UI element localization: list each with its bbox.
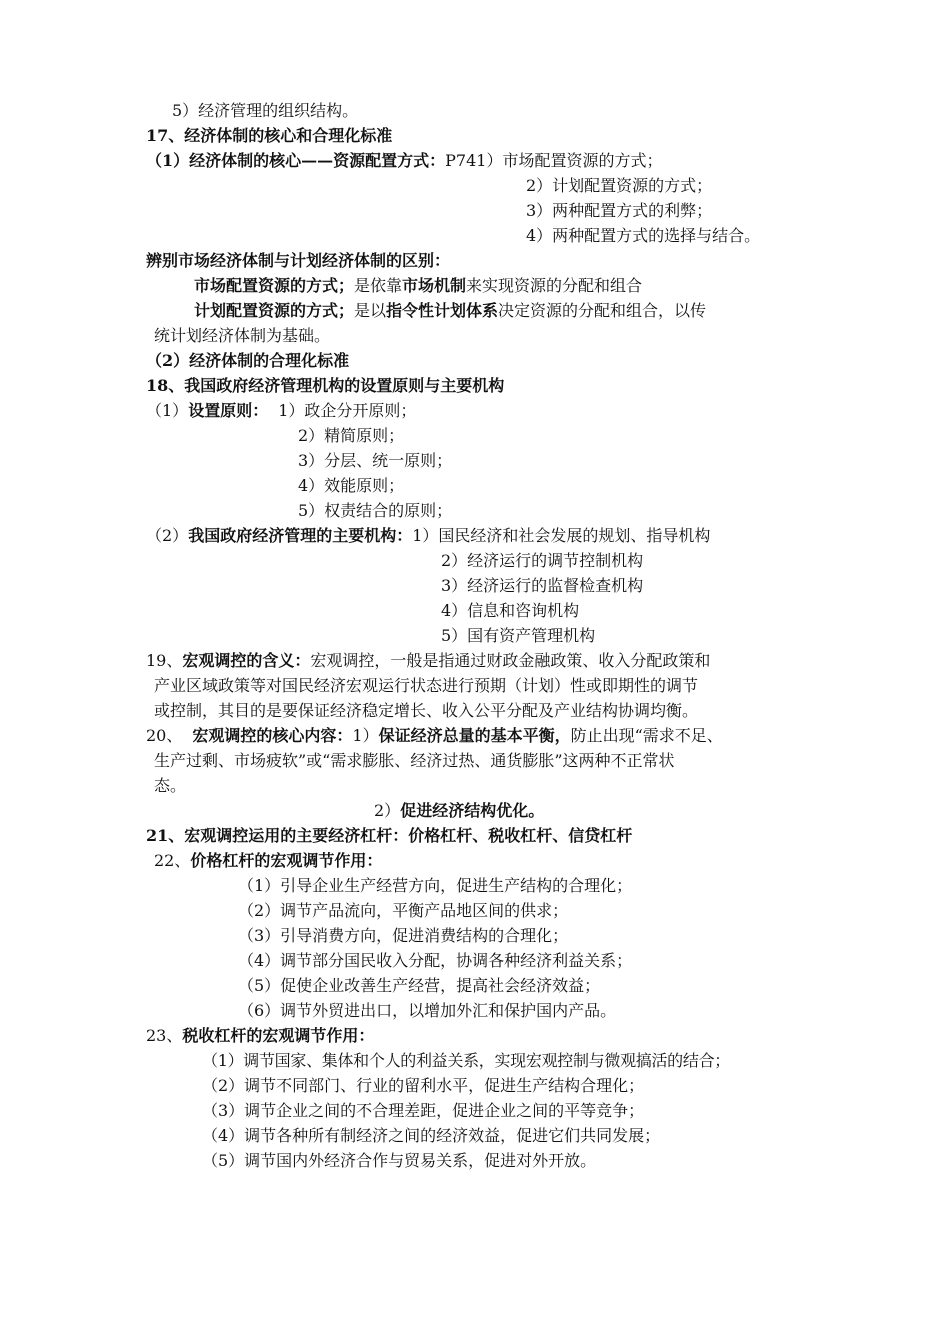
- list-item: 3）经济运行的监督检查机构: [441, 576, 644, 595]
- bold-phrase: 保证经济总量的基本平衡，: [378, 726, 571, 745]
- text-span: （2）: [146, 526, 189, 545]
- list-item: 2）精简原则；: [298, 426, 405, 445]
- list-item: （3）调节企业之间的不合理差距，促进企业之间的平等竞争；: [202, 1101, 645, 1120]
- list-item: （6）调节外贸进出口，以增加外汇和保护国内产品。: [238, 1001, 617, 1020]
- list-item: 2）经济运行的调节控制机构: [441, 551, 644, 570]
- text-line: 5）经济管理的组织结构。: [172, 101, 359, 120]
- text-span: 2）: [374, 801, 401, 820]
- bold-phrase: 我国政府经济管理的主要机构：: [188, 526, 413, 545]
- list-item: 5）权责结合的原则；: [298, 501, 453, 520]
- text-span: 20、: [146, 726, 183, 745]
- text-span: 1）国民经济和社会发展的规划、指导机构: [412, 526, 711, 545]
- text-line: [194, 301, 706, 321]
- text-span: 是依靠: [354, 276, 403, 295]
- text-line: [374, 801, 544, 821]
- list-item: 3）两种配置方式的利弊；: [526, 201, 713, 220]
- subheading: 辨别市场经济体制与计划经济体制的区别：: [146, 251, 451, 270]
- bold-phrase: 指令性计划体系: [386, 301, 499, 320]
- list-item: （5）促使企业改善生产经营，提高社会经济效益；: [238, 976, 601, 995]
- text-line: [146, 651, 710, 671]
- list-item: （4）调节各种所有制经济之间的经济效益，促进它们共同发展；: [202, 1126, 661, 1145]
- text-line: 生产过剩、市场疲软”或“需求膨胀、经济过热、通货膨胀”这两种不正常状: [154, 751, 675, 770]
- bold-phrase: 宏观调控的核心内容：: [192, 726, 353, 745]
- text-span: 决定资源的分配和组合，以传: [498, 301, 707, 320]
- text-line: [146, 1026, 374, 1046]
- list-item: 3）分层、统一原则；: [298, 451, 453, 470]
- text-span: 宏观调控，一般是指通过财政金融政策、收入分配政策和: [310, 651, 711, 670]
- text-line: [146, 401, 416, 421]
- bold-phrase: 价格杠杆的宏观调节作用：: [190, 851, 383, 870]
- bold-phrase: 市场配置资源的方式；: [194, 276, 355, 295]
- list-item: （3）引导消费方向，促进消费结构的合理化；: [238, 926, 569, 945]
- text-line: 或控制，其目的是要保证经济稳定增长、收入公平分配及产业结构协调均衡。: [154, 701, 699, 720]
- text-line: 产业区域政策等对国民经济宏观运行状态进行预期（计划）性或即期性的调节: [154, 676, 699, 695]
- list-item: （2）调节不同部门、行业的留利水平，促进生产结构合理化；: [202, 1076, 645, 1095]
- section-heading-17: 17、经济体制的核心和合理化标准: [146, 126, 393, 145]
- text-line: [146, 726, 723, 746]
- list-item: 4）效能原则；: [298, 476, 405, 495]
- list-item: 2）计划配置资源的方式；: [526, 176, 713, 195]
- bold-phrase: 促进经济结构优化。: [400, 801, 545, 820]
- text-span: 19、: [146, 651, 183, 670]
- subheading: （2）经济体制的合理化标准: [146, 351, 350, 370]
- bold-phrase: 税收杠杆的宏观调节作用：: [182, 1026, 375, 1045]
- section-heading-21: 21、宏观调控运用的主要经济杠杆：价格杠杆、税收杠杆、信贷杠杆: [146, 826, 633, 845]
- list-item: （2）调节产品流向，平衡产品地区间的供求；: [238, 901, 569, 920]
- text-span: 1）政企分开原则；: [278, 401, 417, 420]
- text-span: 22、: [154, 851, 191, 870]
- bold-phrase: 计划配置资源的方式；: [194, 301, 355, 320]
- bold-phrase: （1）经济体制的核心——资源配置方式：: [146, 151, 446, 170]
- list-item: （1）引导企业生产经营方向，促进生产结构的合理化；: [238, 876, 633, 895]
- text-line: [154, 851, 382, 871]
- text-line: 统计划经济体制为基础。: [154, 326, 331, 345]
- list-item: （1）调节国家、集体和个人的利益关系，实现宏观控制与微观搞活的结合；: [202, 1051, 730, 1070]
- section-heading-18: 18、我国政府经济管理机构的设置原则与主要机构: [146, 376, 505, 395]
- text-span: 防止出现“需求不足、: [570, 726, 723, 745]
- text-span: 是以: [354, 301, 387, 320]
- list-item: （4）调节部分国民收入分配，协调各种经济利益关系；: [238, 951, 633, 970]
- list-item: 4）信息和咨询机构: [441, 601, 580, 620]
- list-item: 5）国有资产管理机构: [441, 626, 596, 645]
- text-line: [194, 276, 642, 296]
- text-span: 来实现资源的分配和组合: [466, 276, 643, 295]
- text-span: 1）: [352, 726, 379, 745]
- text-line: [146, 526, 710, 546]
- text-span: 23、: [146, 1026, 183, 1045]
- text-line: 态。: [154, 776, 187, 795]
- text-line: [146, 151, 662, 171]
- text-span: （1）: [146, 401, 189, 420]
- text-span: P741）市场配置资源的方式；: [445, 151, 663, 170]
- bold-phrase: 宏观调控的含义：: [182, 651, 311, 670]
- list-item: （5）调节国内外经济合作与贸易关系，促进对外开放。: [202, 1151, 597, 1170]
- bold-phrase: 市场机制: [402, 276, 467, 295]
- list-item: 4）两种配置方式的选择与结合。: [526, 226, 761, 245]
- bold-phrase: 设置原则：: [188, 401, 269, 420]
